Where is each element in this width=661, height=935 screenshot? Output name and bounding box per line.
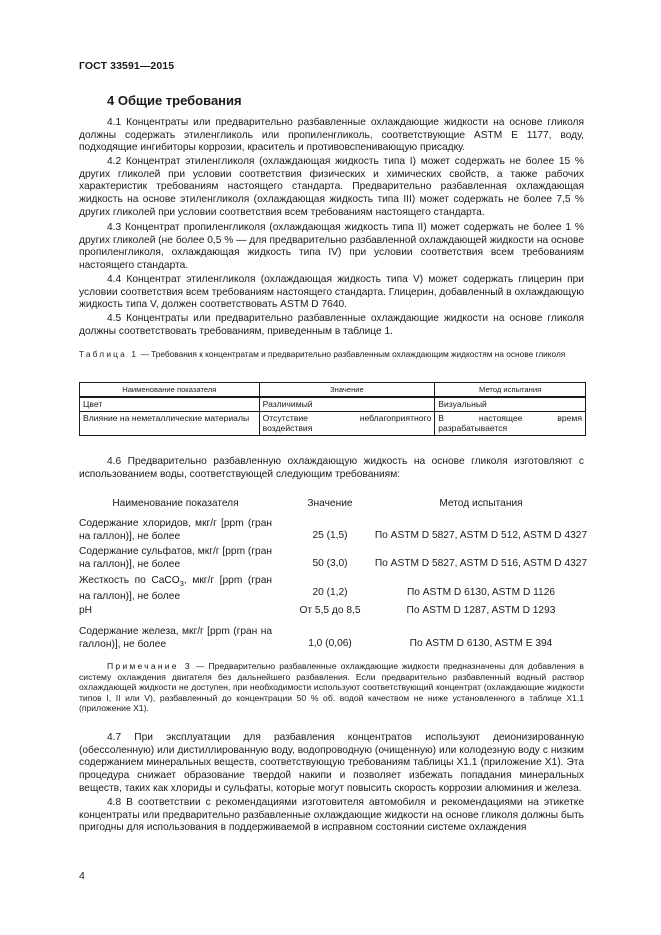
table-cell: Различимый bbox=[259, 397, 435, 411]
paragraph-4-1: 4.1 Концентраты или предварительно разбавленные охлаждающие жидкости на основе гликоля должны содержать этиленгликоль или пропиленгликоль, соответствующие ASTM E 1177, воду, подходящие ингибиторы коррозии, краситель и противовспенивающую присадку. bbox=[79, 117, 584, 154]
paragraph-4-7: 4.7 При эксплуатации для разбавления концентратов используют деионизированную (обессоленную) или дистиллированную воду, водопроводную (очищенную) или колодезную воду с низким содержанием минеральных веществ, соответствующую требованиям таблицы X1.1 (приложение X1). Эта процедура снижает образование твердой накипи и позволяет избежать попадания минеральных веществ, таких как хлориды и сульфаты, которые могут повысить скорость коррозии алюминия и железа. bbox=[79, 732, 584, 794]
water-header-name: Наименование показателя bbox=[112, 498, 239, 509]
table-cell: Влияние на неметаллические материалы bbox=[80, 411, 260, 435]
water-param-name-prefix: Жесткость по CaCO bbox=[79, 575, 180, 586]
table-header-row bbox=[80, 383, 586, 398]
table-1-caption bbox=[79, 349, 584, 360]
table-row bbox=[80, 411, 586, 435]
water-param-name: Содержание железа, мкг/г [ppm (гран на галлон)], не более bbox=[79, 626, 272, 650]
document-header: ГОСТ 33591—2015 bbox=[79, 60, 175, 72]
water-param-value: От 5,5 до 8,5 bbox=[299, 605, 361, 616]
paragraph-4-6: 4.6 Предварительно разбавленную охлаждающую жидкость на основе гликоля изготовляют с использованием воды, соответствующей следующим требованиям: bbox=[79, 456, 584, 480]
table-cell: Отсутствие неблагоприятного воздействия bbox=[259, 411, 435, 435]
water-table-header bbox=[79, 498, 594, 511]
table-header-cell: Метод испытания bbox=[435, 383, 586, 398]
note-3-text: — Предварительно разбавленные охлаждающие жидкости предназначены для добавления в систему охлаждения двигателя без дальнейшего разбавления. Если предварительно разбавленный водный раствор охлаждающей жидкости не доступен, при необходимости используют соответствующий концентрат (охлаждающие жидкости типов I, II или V), разбавленный до концентрации 50 % об. водой качеством не ниже установленного в таблице X1.1 (приложение X1). bbox=[79, 661, 584, 714]
table-cell: Цвет bbox=[80, 397, 260, 411]
table-header-cell: Значение bbox=[259, 383, 435, 398]
paragraph-4-3: 4.3 Концентрат пропиленгликоля (охлаждающая жидкость типа II) может содержать не более 1 % других гликолей (не более 0,5 % — для предварительно разбавленной охлаждающей жидкости на основе пропиленгликоля, охлаждающая жидкость типа IV) при условии соответствия всем требованиям настоящего стандарта. bbox=[79, 222, 584, 272]
note-3-label: Примечание 3 bbox=[107, 661, 192, 671]
paragraph-4-4: 4.4 Концентрат этиленгликоля (охлаждающая жидкость типа V) может содержать глицерин при условии соответствия всем требованиям настоящего стандарта. Глицерин, добавленный в охлаждающую жидкость типа V, должен соответствовать ASTM D 7640. bbox=[79, 274, 584, 311]
table-1-caption-label: Таблица 1 bbox=[79, 349, 139, 359]
water-param-method: По ASTM D 6130, ASTM D 1126 bbox=[406, 587, 556, 598]
water-param-method: По ASTM D 5827, ASTM D 516, ASTM D 4327 bbox=[374, 558, 588, 569]
water-param-value: 25 (1,5) bbox=[312, 530, 348, 541]
water-param-name bbox=[79, 575, 272, 603]
water-param-value: 1,0 (0,06) bbox=[308, 638, 352, 649]
water-param-name: Содержание хлоридов, мкг/г [ppm (гран на галлон)], не более bbox=[79, 518, 272, 542]
water-param-value: 20 (1,2) bbox=[312, 587, 348, 598]
table-cell: Визуальный bbox=[435, 397, 586, 411]
section-title: 4 Общие требования bbox=[107, 93, 242, 108]
water-param-method: По ASTM D 1287, ASTM D 1293 bbox=[406, 605, 556, 616]
page-number: 4 bbox=[79, 870, 85, 882]
water-header-value: Значение bbox=[307, 498, 353, 509]
paragraph-4-2: 4.2 Концентрат этиленгликоля (охлаждающая жидкость типа I) может содержать не более 15 % других гликолей при условии соответствия физических и химических свойств, а также рабочих характеристик требованиям настоящего стандарта. Предварительно разбавленная охлаждающая жидкость на основе этиленгликоля (охлаждающая жидкость типа III) может содержать не более 7,5 % других гликолей при условии соответствия всем требованиям настоящего стандарта. bbox=[79, 156, 584, 218]
water-param-method: По ASTM D 5827, ASTM D 512, ASTM D 4327 bbox=[374, 530, 588, 541]
paragraph-4-5: 4.5 Концентраты или предварительно разбавленные охлаждающие жидкости на основе гликоля должны соответствовать требованиям, приведенным в таблице 1. bbox=[79, 313, 584, 337]
water-param-name-subscript: 3 bbox=[179, 579, 184, 589]
table-1 bbox=[79, 382, 586, 436]
table-cell: В настоящее время разрабатывается bbox=[435, 411, 586, 435]
paragraph-4-8: 4.8 В соответствии с рекомендациями изготовителя автомобиля и рекомендациями на этикетке концентраты или предварительно разбавленные охлаждающие жидкости на основе гликоля должны быть пригодны для использования в поддерживаемой в исправном состоянии системе охлаждения bbox=[79, 797, 584, 834]
water-param-method: По ASTM D 6130, ASTM E 394 bbox=[409, 638, 553, 649]
table-row bbox=[80, 397, 586, 411]
water-param-name: pH bbox=[79, 605, 93, 616]
table-header-cell: Наименование показателя bbox=[80, 383, 260, 398]
note-3 bbox=[79, 661, 584, 714]
water-param-name: Содержание сульфатов, мкг/г [ppm (гран на галлон)], не более bbox=[79, 546, 272, 570]
water-param-name-suffix: , мкг/г [ppm (гран на галлон)], не более bbox=[79, 575, 272, 602]
water-header-method: Метод испытания bbox=[439, 498, 523, 509]
table-1-caption-text: — Требования к концентратам и предварительно разбавленным охлаждающим жидкостям на основе гликоля bbox=[138, 349, 566, 359]
water-param-value: 50 (3,0) bbox=[312, 558, 348, 569]
